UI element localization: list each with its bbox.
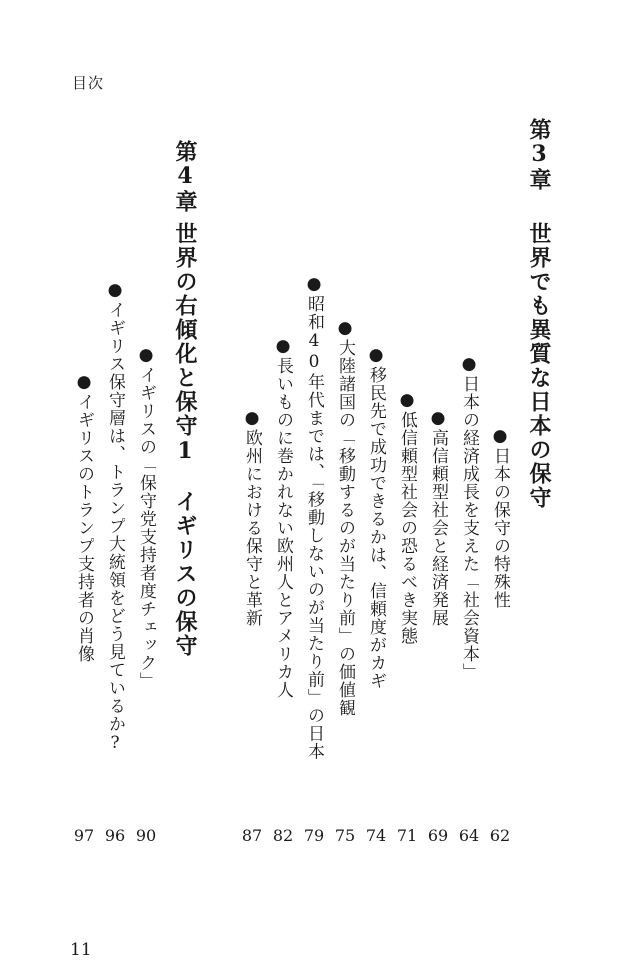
toc-entry-text: ●長いものに巻かれない欧州人とアメリカ人 xyxy=(273,335,293,699)
toc-entry-text: ●日本の経済成長を支えた「社会資本」 xyxy=(459,353,479,681)
toc-entry-text: ●イギリスのトランプ支持者の肖像 xyxy=(74,371,94,663)
chapter-3-title: 世界でも異質な日本の保守 xyxy=(526,222,552,510)
toc-page-number: 90 xyxy=(135,826,157,845)
toc-page-number: 87 xyxy=(241,826,263,845)
toc-entry[interactable] xyxy=(136,222,156,812)
toc-page-number: 97 xyxy=(73,826,95,845)
chapter-4-title: 世界の右傾化と保守1 イギリスの保守 xyxy=(172,222,198,658)
toc-page-number: 74 xyxy=(365,826,387,845)
toc-page-number: 79 xyxy=(303,826,325,845)
toc-page-number: 62 xyxy=(489,826,511,845)
toc-entry[interactable] xyxy=(459,222,479,812)
toc-entry[interactable] xyxy=(335,222,355,812)
toc-page-number: 75 xyxy=(334,826,356,845)
toc-entry-text: ●昭和40年代までは、「移動しないのが当たり前」の日本 xyxy=(304,273,324,761)
toc-entry-text: ●日本の保守の特殊性 xyxy=(490,425,510,609)
toc-entry[interactable] xyxy=(74,222,94,812)
toc-entry-text: ●欧州における保守と革新 xyxy=(242,407,262,627)
toc-page-number: 64 xyxy=(458,826,480,845)
toc-entry[interactable] xyxy=(490,222,510,812)
toc-entry-text: ●イギリス保守層は、トランプ大統領をどう見ているか? xyxy=(105,280,125,754)
toc-entry-text: ●低信頼型社会の恐るべき実態 xyxy=(397,389,417,645)
toc-entry[interactable] xyxy=(304,222,324,812)
chapter-4-label: 第4章 xyxy=(172,140,198,213)
toc-entry-text: ●移民先で成功できるかは、信頼度がカギ xyxy=(366,344,386,690)
chapter-3-label: 第3章 xyxy=(526,118,552,191)
toc-header: 目次 xyxy=(72,74,105,92)
toc-entry[interactable] xyxy=(242,222,262,812)
toc-page-number: 69 xyxy=(427,826,449,845)
toc-page-number: 71 xyxy=(396,826,418,845)
toc-entry-text: ●大陸諸国の「移動するのが当たり前」の価値観 xyxy=(335,317,355,717)
toc-page-number: 82 xyxy=(272,826,294,845)
toc-entry[interactable] xyxy=(273,222,293,812)
toc-entry[interactable] xyxy=(105,222,125,812)
page-number: 11 xyxy=(70,940,92,960)
toc-entry[interactable] xyxy=(366,222,386,812)
toc-entry-text: ●イギリスの「保守党支持者度チェック」 xyxy=(136,344,156,690)
toc-page-number: 96 xyxy=(104,826,126,845)
toc-entry-text: ●高信頼型社会と経済発展 xyxy=(428,407,448,627)
toc-entry[interactable] xyxy=(428,222,448,812)
toc-entry[interactable] xyxy=(397,222,417,812)
